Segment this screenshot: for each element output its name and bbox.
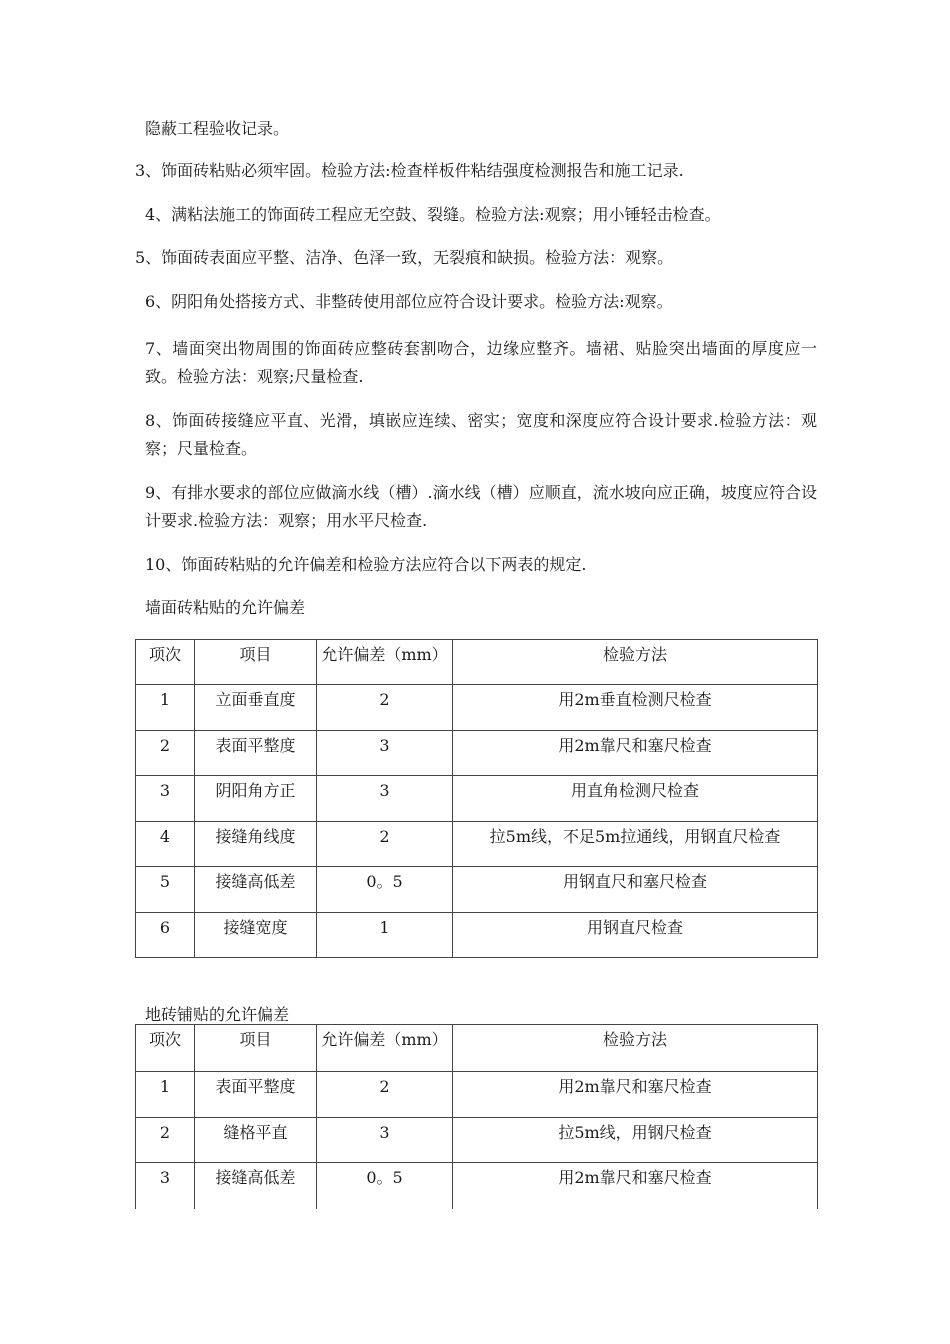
table-cell: 3 xyxy=(136,776,195,822)
table-cell: 接缝角线度 xyxy=(195,822,317,867)
table-cell: 用直角检测尺检查 xyxy=(453,776,818,822)
paragraph-item-8: 8、饰面砖接缝应平直、光滑，填嵌应连续、密实；宽度和深度应符合设计要求.检验方法：观察；尺量检查。 xyxy=(145,411,817,458)
paragraph-hidden-works: 隐蔽工程验收记录。 xyxy=(145,119,290,138)
paragraph-item-4: 4、满粘法施工的饰面砖工程应无空鼓、裂缝。检验方法:观察；用小锤轻击检查。 xyxy=(145,205,721,224)
table-cell: 4 xyxy=(136,822,195,867)
table-cell: 用钢直尺检查 xyxy=(453,913,818,958)
table-cell: 接缝高低差 xyxy=(195,1163,317,1209)
table-cell: 1 xyxy=(136,685,195,731)
column-header: 项目 xyxy=(195,640,317,685)
table-cell: 表面平整度 xyxy=(195,731,317,776)
table-row xyxy=(136,913,818,958)
paragraph-item-5: 5、饰面砖表面应平整、洁净、色泽一致，无裂痕和缺损。检验方法：观察。 xyxy=(135,248,674,267)
table-cell: 用2m靠尺和塞尺检查 xyxy=(453,731,818,776)
table-cell: 立面垂直度 xyxy=(195,685,317,731)
table-row xyxy=(136,1072,818,1118)
table-cell: 2 xyxy=(317,822,453,867)
table-cell: 2 xyxy=(136,1118,195,1163)
table-row xyxy=(136,1163,818,1209)
table-cell: 2 xyxy=(317,1072,453,1118)
table-cell: 缝格平直 xyxy=(195,1118,317,1163)
paragraph-item-6: 6、阴阳角处搭接方式、非整砖使用部位应符合设计要求。检验方法:观察。 xyxy=(145,292,673,311)
table-cell: 1 xyxy=(136,1072,195,1118)
table-cell: 用2m垂直检测尺检查 xyxy=(453,685,818,731)
table-cell: 3 xyxy=(317,731,453,776)
table-cell: 3 xyxy=(317,1118,453,1163)
table-row xyxy=(136,685,818,731)
paragraph-item-10: 10、饰面砖粘贴的允许偏差和检验方法应符合以下两表的规定. xyxy=(145,555,587,574)
table-row xyxy=(136,1118,818,1163)
wall-table-caption: 墙面砖粘贴的允许偏差 xyxy=(145,598,306,617)
table-cell: 1 xyxy=(317,913,453,958)
paragraph-item-7: 7、墙面突出物周围的饰面砖应整砖套割吻合，边缘应整齐。墙裙、贴脸突出墙面的厚度应一致。检验方法：观察;尺量检查. xyxy=(145,339,817,386)
table-cell: 0。5 xyxy=(317,867,453,913)
table-cell: 阴阳角方正 xyxy=(195,776,317,822)
wall-tile-tolerance-table xyxy=(135,639,818,958)
column-header: 允许偏差（mm） xyxy=(317,1025,453,1072)
table-row xyxy=(136,731,818,776)
table-cell: 用2m靠尺和塞尺检查 xyxy=(453,1072,818,1118)
table-cell: 拉5m线，用钢尺检查 xyxy=(453,1118,818,1163)
paragraph-item-9: 9、有排水要求的部位应做滴水线（槽）.滴水线（槽）应顺直，流水坡向应正确，坡度应符合设计要求.检验方法：观察；用水平尺检查. xyxy=(145,483,817,530)
table-header-row xyxy=(136,640,818,685)
column-header: 检验方法 xyxy=(453,640,818,685)
table-header-row xyxy=(136,1025,818,1072)
floor-tile-tolerance-table xyxy=(135,1024,818,1209)
table-cell: 表面平整度 xyxy=(195,1072,317,1118)
table-cell: 0。5 xyxy=(317,1163,453,1209)
table-row xyxy=(136,867,818,913)
table-cell: 接缝宽度 xyxy=(195,913,317,958)
column-header: 检验方法 xyxy=(453,1025,818,1072)
table-cell: 2 xyxy=(136,731,195,776)
table-cell: 用2m靠尺和塞尺检查 xyxy=(453,1163,818,1209)
table-cell: 3 xyxy=(317,776,453,822)
table-cell: 5 xyxy=(136,867,195,913)
column-header: 项次 xyxy=(136,1025,195,1072)
table-cell: 拉5m线，不足5m拉通线，用钢直尺检查 xyxy=(453,822,818,867)
column-header: 项次 xyxy=(136,640,195,685)
floor-table-caption: 地砖铺贴的允许偏差 xyxy=(145,1005,290,1024)
table-cell: 3 xyxy=(136,1163,195,1209)
table-row xyxy=(136,822,818,867)
table-cell: 用钢直尺和塞尺检查 xyxy=(453,867,818,913)
table-cell: 2 xyxy=(317,685,453,731)
table-cell: 6 xyxy=(136,913,195,958)
table-cell: 接缝高低差 xyxy=(195,867,317,913)
paragraph-item-3: 3、饰面砖粘贴必须牢固。检验方法:检查样板件粘结强度检测报告和施工记录. xyxy=(135,161,684,180)
column-header: 允许偏差（mm） xyxy=(317,640,453,685)
table-row xyxy=(136,776,818,822)
column-header: 项目 xyxy=(195,1025,317,1072)
